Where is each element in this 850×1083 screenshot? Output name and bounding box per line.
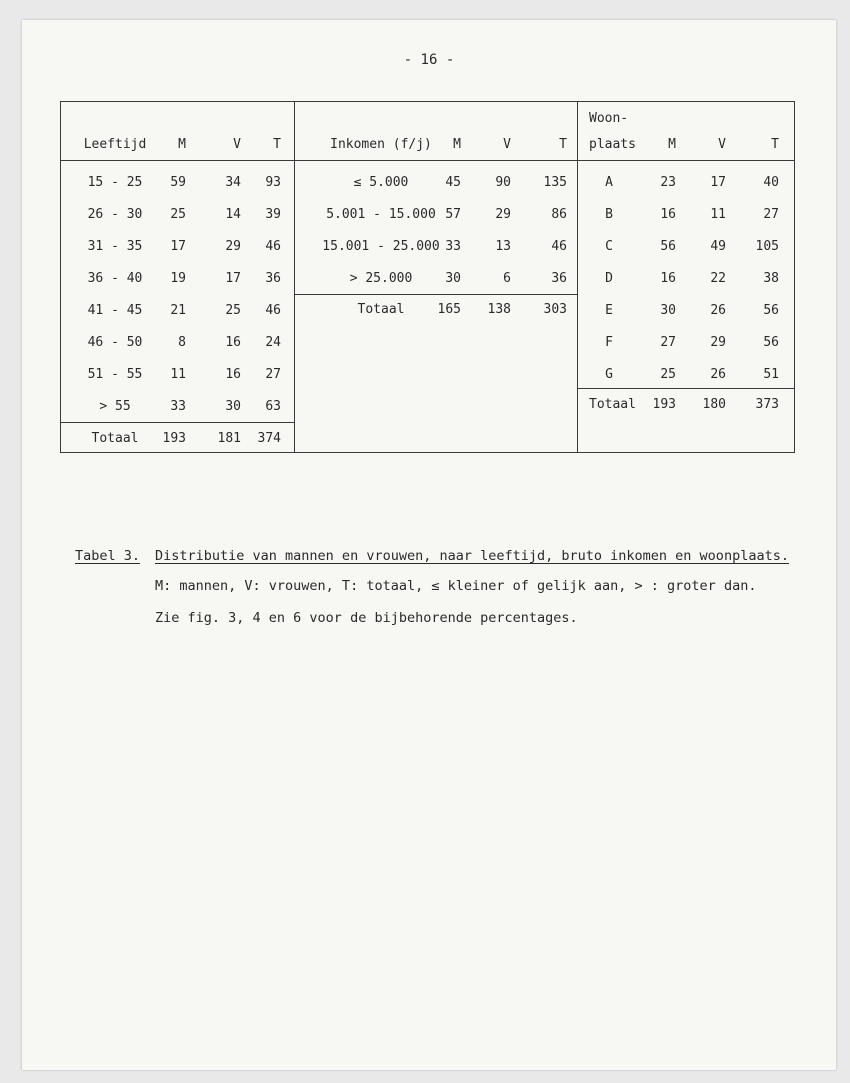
total-cell: 373	[755, 397, 779, 412]
total-cell: 193	[652, 397, 676, 412]
table-cell: 49	[710, 239, 726, 254]
table-cell: 16	[225, 335, 241, 350]
table-cell: 39	[265, 207, 281, 222]
table-cell: 93	[265, 175, 281, 190]
column-divider	[577, 102, 578, 452]
column-header: plaats	[589, 137, 636, 152]
table-cell: 16	[660, 207, 676, 222]
table-cell: 26	[710, 367, 726, 382]
table-cell: 24	[265, 335, 281, 350]
page-number: - 16 -	[403, 52, 455, 68]
table-cell: 25	[170, 207, 186, 222]
table-cell: 105	[755, 239, 779, 254]
column-header: V	[718, 137, 726, 152]
column-header: V	[503, 137, 511, 152]
table-cell: > 25.000	[349, 271, 413, 286]
column-header: M	[668, 137, 676, 152]
table-cell: 29	[225, 239, 241, 254]
table-cell: B	[605, 207, 613, 222]
table-cell: A	[605, 175, 613, 190]
table-cell: 135	[543, 175, 567, 190]
table-cell: 51 - 55	[87, 367, 143, 382]
column-header: M	[453, 137, 461, 152]
table-cell: 17	[170, 239, 186, 254]
column-header: M	[178, 137, 186, 152]
table-cell: 57	[445, 207, 461, 222]
column-header: Leeftijd	[83, 137, 147, 152]
table-cell: 27	[265, 367, 281, 382]
table-cell: 33	[170, 399, 186, 414]
table-cell: 16	[225, 367, 241, 382]
table-cell: 8	[178, 335, 186, 350]
table-cell: 38	[763, 271, 779, 286]
column-header: Inkomen (f/j)	[330, 137, 432, 152]
table-cell: 15.001 - 25.000	[322, 239, 440, 254]
column-header: V	[233, 137, 241, 152]
total-cell: 374	[257, 431, 281, 446]
table-cell: 11	[170, 367, 186, 382]
table-cell: ≤ 5.000	[353, 175, 409, 190]
total-cell: 193	[162, 431, 186, 446]
table-cell: 25	[225, 303, 241, 318]
table-cell: 46 - 50	[87, 335, 143, 350]
table-cell: 56	[660, 239, 676, 254]
total-cell: Totaal	[589, 397, 636, 412]
table-cell: 36 - 40	[87, 271, 143, 286]
table-cell: > 55	[99, 399, 131, 414]
table-cell: 31 - 35	[87, 239, 143, 254]
total-cell: Totaal	[357, 302, 405, 317]
table-cell: 30	[445, 271, 461, 286]
total-cell: 180	[702, 397, 726, 412]
table-cell: 13	[495, 239, 511, 254]
table-cell: 5.001 - 15.000	[326, 207, 436, 222]
table-cell: 33	[445, 239, 461, 254]
table-cell: 45	[445, 175, 461, 190]
table-cell: 51	[763, 367, 779, 382]
column-header: Woon-	[589, 111, 629, 126]
table-cell: F	[605, 335, 613, 350]
table-cell: 86	[551, 207, 567, 222]
table-cell: 21	[170, 303, 186, 318]
column-header: T	[273, 137, 281, 152]
table-cell: 26	[710, 303, 726, 318]
table-cell: 34	[225, 175, 241, 190]
table-cell: 6	[503, 271, 511, 286]
table-cell: 17	[710, 175, 726, 190]
table-cell: 46	[265, 303, 281, 318]
table-cell: 14	[225, 207, 241, 222]
table-cell: 25	[660, 367, 676, 382]
table-cell: 46	[551, 239, 567, 254]
total-cell: 181	[217, 431, 241, 446]
age-total-divider	[61, 422, 294, 423]
table-cell: 36	[265, 271, 281, 286]
column-header: T	[559, 137, 567, 152]
table-cell: 56	[763, 335, 779, 350]
table-cell: 90	[495, 175, 511, 190]
caption-line-1: Distributie van mannen en vrouwen, naar leeftijd, bruto inkomen en woonplaats.	[155, 548, 789, 564]
table-cell: 40	[763, 175, 779, 190]
table-cell: 27	[763, 207, 779, 222]
document-page	[22, 20, 836, 1070]
caption-line-2: M: mannen, V: vrouwen, T: totaal, ≤ kleiner of gelijk aan, > : groter dan.	[155, 578, 757, 594]
table-cell: 27	[660, 335, 676, 350]
table-cell: 41 - 45	[87, 303, 143, 318]
table-cell: 29	[710, 335, 726, 350]
table-cell: 46	[265, 239, 281, 254]
caption-line-3: Zie fig. 3, 4 en 6 voor de bijbehorende percentages.	[155, 610, 578, 626]
total-cell: 138	[487, 302, 511, 317]
table-cell: 16	[660, 271, 676, 286]
table-cell: C	[605, 239, 613, 254]
total-cell: 165	[437, 302, 461, 317]
table-cell: 56	[763, 303, 779, 318]
table-cell: D	[605, 271, 613, 286]
table-cell: 19	[170, 271, 186, 286]
table-cell: 22	[710, 271, 726, 286]
column-header: T	[771, 137, 779, 152]
total-cell: 303	[543, 302, 567, 317]
table-cell: 23	[660, 175, 676, 190]
total-cell: Totaal	[91, 431, 139, 446]
caption-label: Tabel 3.	[75, 548, 141, 564]
column-divider	[294, 102, 295, 452]
table-cell: G	[605, 367, 613, 382]
table-cell: 30	[225, 399, 241, 414]
residence-total-divider	[577, 388, 794, 389]
table-cell: 11	[710, 207, 726, 222]
table-cell: 36	[551, 271, 567, 286]
table-cell: 15 - 25	[87, 175, 143, 190]
header-divider	[61, 160, 794, 161]
table-cell: 63	[265, 399, 281, 414]
table-cell: 30	[660, 303, 676, 318]
table-cell: 26 - 30	[87, 207, 143, 222]
table-cell: E	[605, 303, 613, 318]
table-cell: 59	[170, 175, 186, 190]
table-cell: 29	[495, 207, 511, 222]
table-3	[60, 101, 795, 453]
table-cell: 17	[225, 271, 241, 286]
income-total-divider	[294, 294, 577, 295]
